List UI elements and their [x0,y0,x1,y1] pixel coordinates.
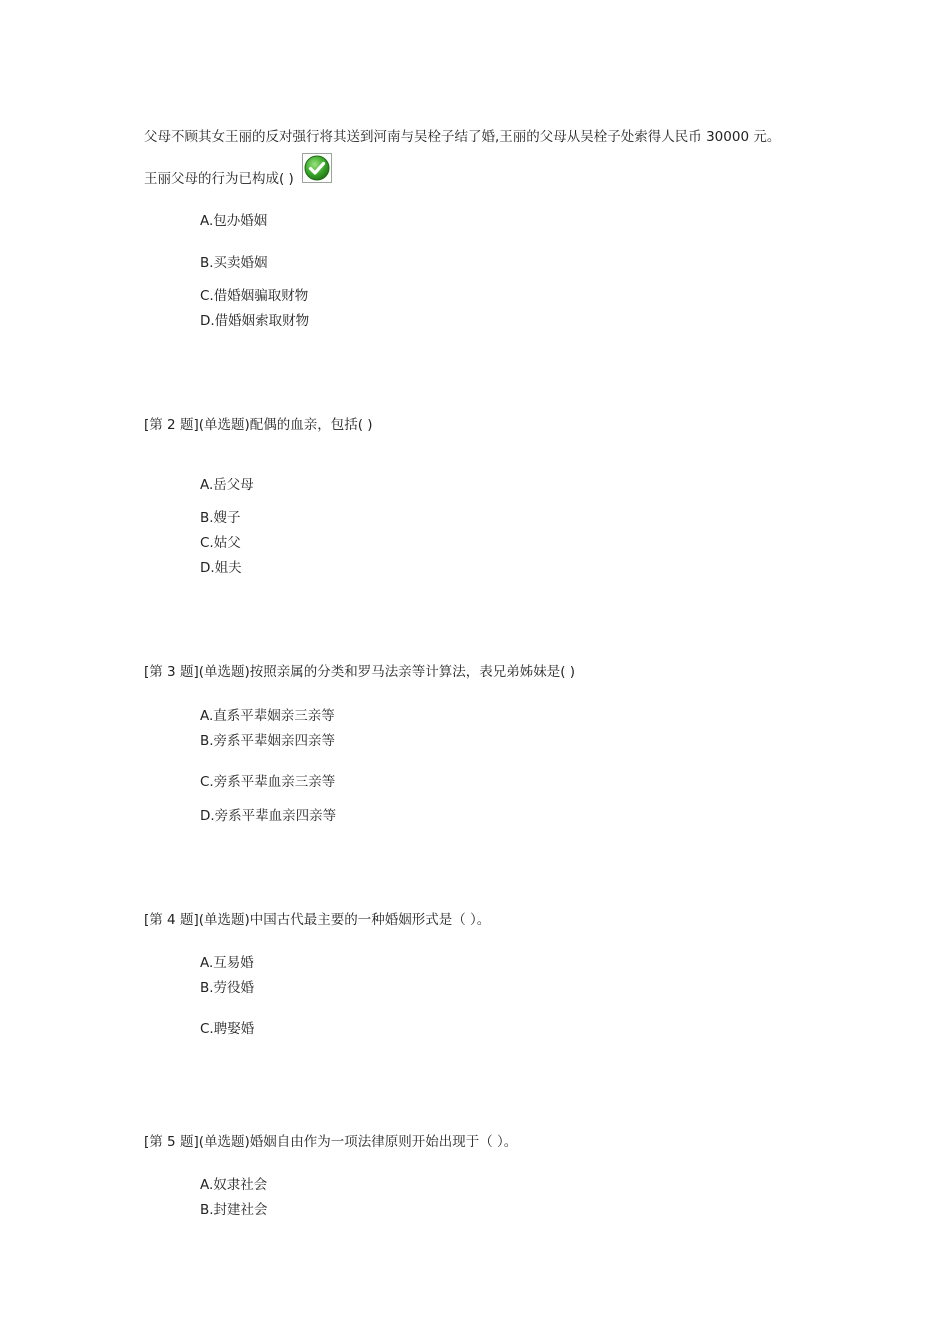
question-1-option-a: A.包办婚姻 [200,213,268,229]
question-2-option-b: B.嫂子 [200,510,241,526]
question-3-option-b: B.旁系平辈姻亲四亲等 [200,733,336,749]
question-4-stem: [第 4 题](单选题)中国古代最主要的一种婚姻形式是（ ）。 [144,912,491,928]
question-1-stem-line-1: 父母不顾其女王丽的反对强行将其送到河南与吴栓子结了婚,王丽的父母从吴栓子处索得人民币 30000 元。 [144,129,781,145]
question-3-stem: [第 3 题](单选题)按照亲属的分类和罗马法亲等计算法，表兄弟姊妹是( ) [144,664,576,680]
question-5-option-b: B.封建社会 [200,1202,268,1218]
question-5-option-a: A.奴隶社会 [200,1177,268,1193]
question-1-stem-line-2: 王丽父母的行为已构成( ) [144,171,294,187]
question-4-option-a: A.互易婚 [200,955,254,971]
question-1-option-b: B.买卖婚姻 [200,255,268,271]
question-2-option-a: A.岳父母 [200,477,254,493]
question-5-stem: [第 5 题](单选题)婚姻自由作为一项法律原则开始出现于（ ）。 [144,1134,518,1150]
check-icon [302,153,332,183]
question-2-stem: [第 2 题](单选题)配偶的血亲，包括( ) [144,417,373,433]
question-1-option-d: D.借婚姻索取财物 [200,313,310,329]
question-1-option-c: C.借婚姻骗取财物 [200,288,309,304]
question-3-option-c: C.旁系平辈血亲三亲等 [200,774,336,790]
question-2-option-c: C.姑父 [200,535,241,551]
question-4-option-c: C.聘娶婚 [200,1021,255,1037]
question-2-option-d: D.姐夫 [200,560,242,576]
question-3-option-a: A.直系平辈姻亲三亲等 [200,708,335,724]
question-3-option-d: D.旁系平辈血亲四亲等 [200,808,337,824]
question-4-option-b: B.劳役婚 [200,980,255,996]
